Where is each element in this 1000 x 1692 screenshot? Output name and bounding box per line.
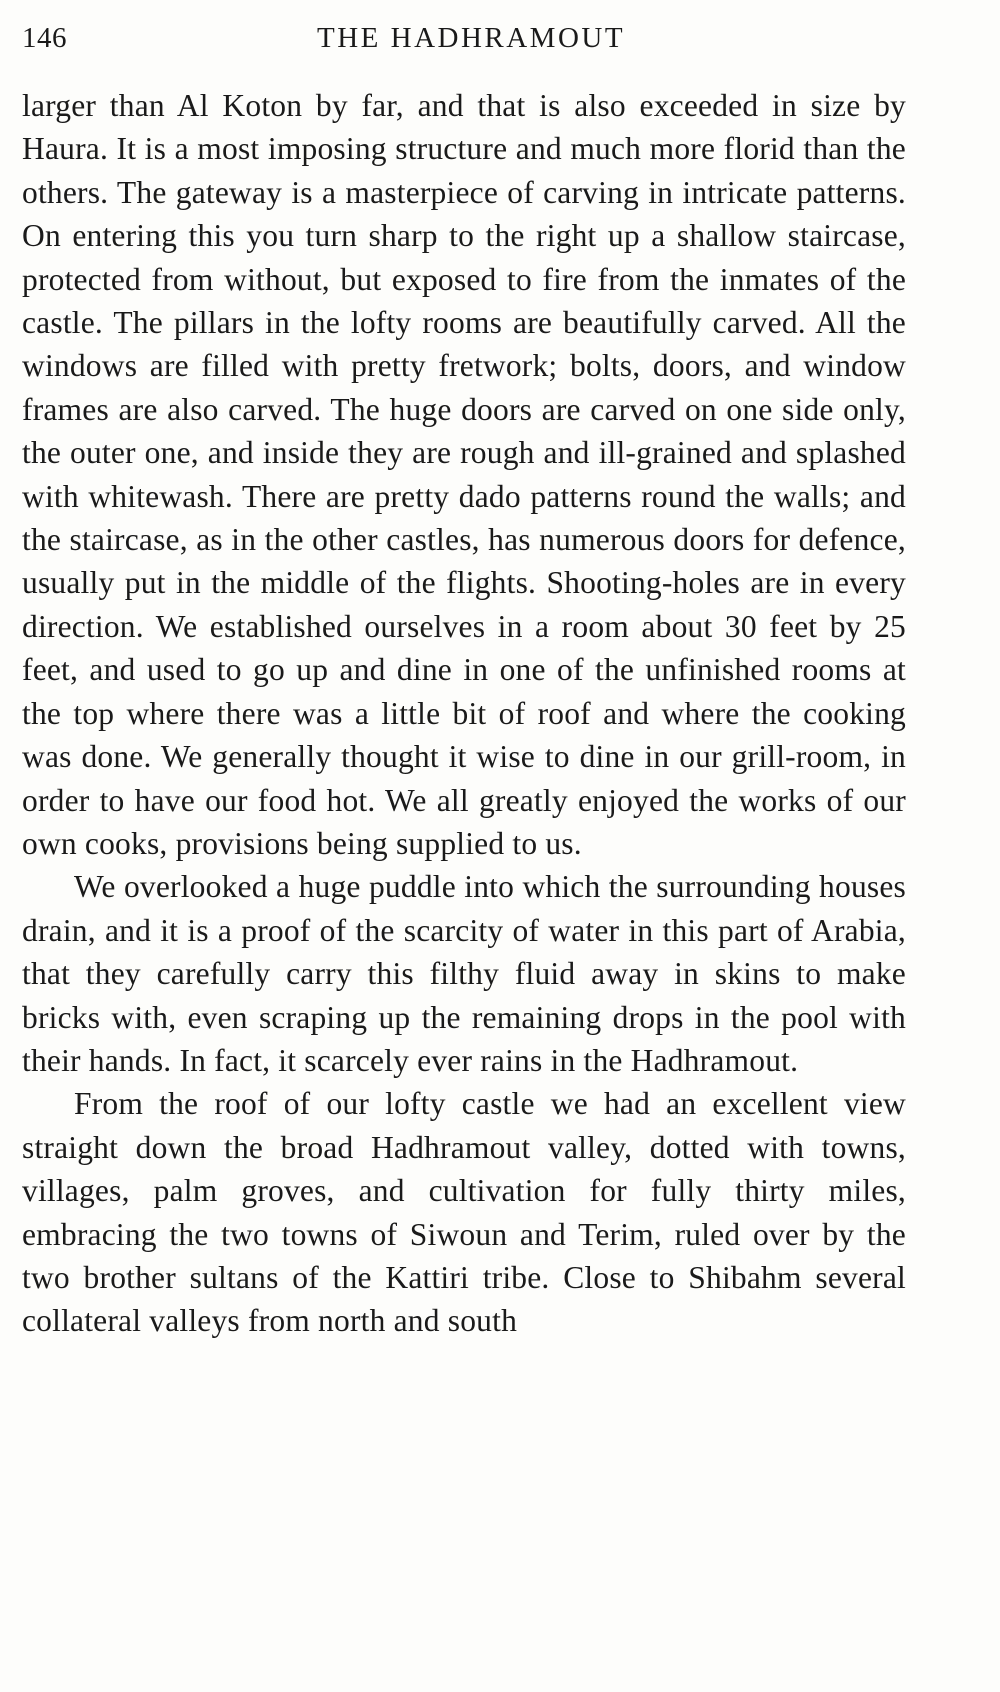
- paragraph-2: We overlooked a huge puddle into which the surrounding houses drain, and it is a proof of the scarcity of water in this part of Arabia, that they carefully carry this filthy fluid away in skins to make bricks with, even scraping up the remaining drops in the pool with their hands. In fact, it scarcely ever rains in the Hadhramout.: [22, 869, 906, 1078]
- running-head: THE HADHRAMOUT: [317, 22, 626, 54]
- body-text: [22, 84, 906, 1343]
- page-header: [22, 18, 922, 58]
- paragraph-1: larger than Al Koton by far, and that is also exceeded in size by Haura. It is a most imposing structure and much more florid than the others. The gateway is a masterpiece of carving in intricate patterns. On entering this you turn sharp to the right up a shallow staircase, protected from without, but exposed to fire from the inmates of the castle. The pillars in the lofty rooms are beautifully carved. All the windows are filled with pretty fretwork; bolts, doors, and window frames are also carved. The huge doors are carved on one side only, the outer one, and inside they are rough and ill-grained and splashed with whitewash. There are pretty dado patterns round the walls; and the staircase, as in the other castles, has numerous doors for defence, usually put in the middle of the flights. Shooting-holes are in every direction. We established ourselves in a room about 30 feet by 25 feet, and used to go up and dine in one of the unfinished rooms at the top where there was a little bit of roof and where the cooking was done. We generally thought it wise to dine in our grill-room, in order to have our food hot. We all greatly enjoyed the works of our own cooks, provisions being supplied to us.: [22, 88, 906, 861]
- page-number: 146: [22, 22, 67, 54]
- paragraph-3: From the roof of our lofty castle we had an excellent view straight down the broad Hadhramout valley, dotted with towns, villages, palm groves, and cultivation for fully thirty miles, embracing the two towns of Siwoun and Terim, ruled over by the two brother sultans of the Kattiri tribe. Close to Shibahm several collateral valleys from north and south: [22, 1086, 906, 1339]
